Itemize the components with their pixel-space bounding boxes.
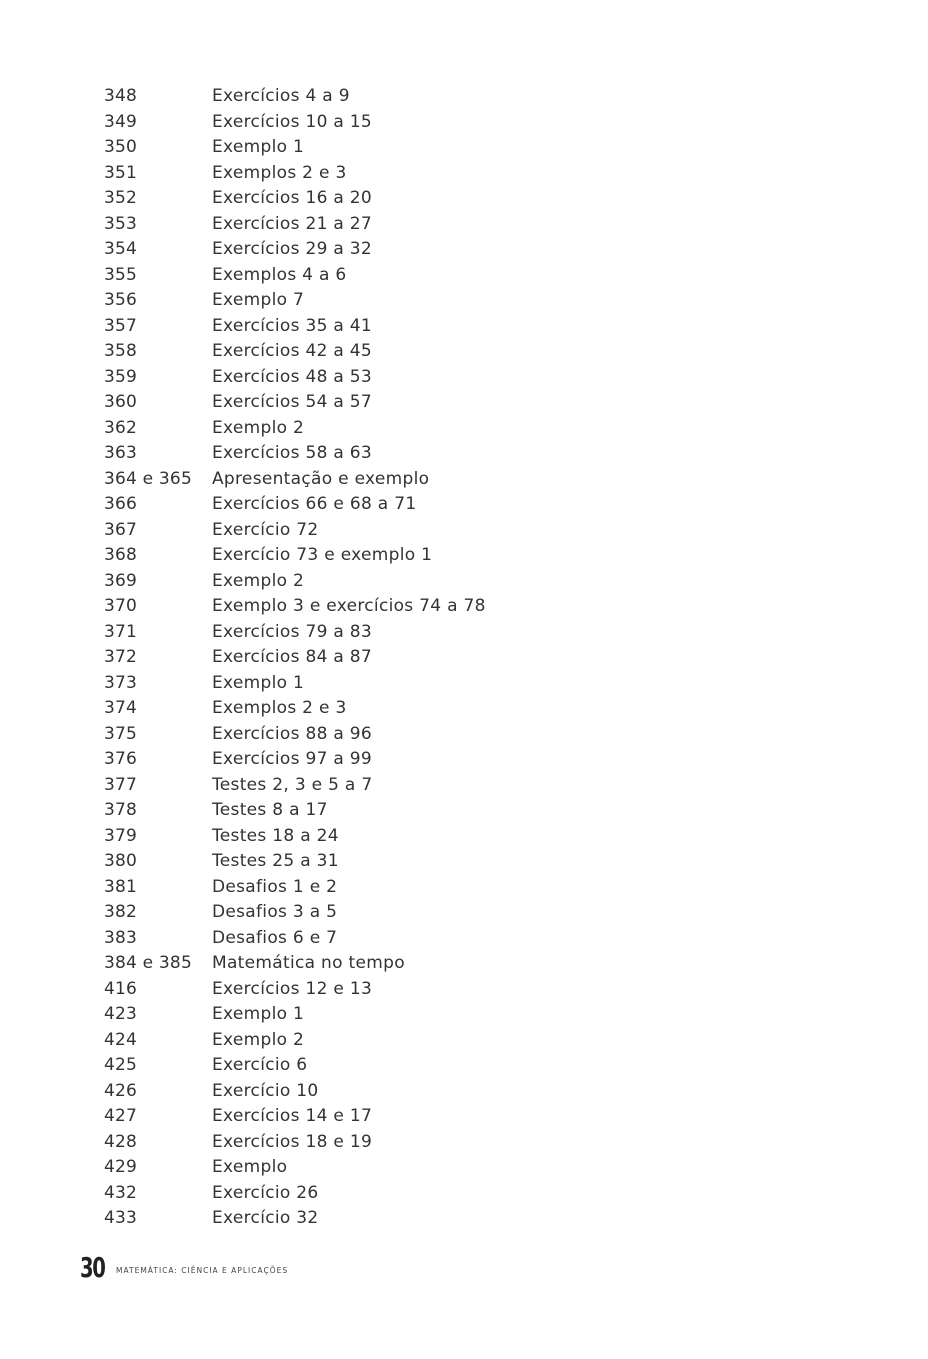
page-reference: 359: [104, 366, 138, 387]
page-reference: 429: [104, 1157, 138, 1177]
page-reference: 366: [104, 494, 138, 514]
page-reference: 383: [104, 927, 138, 948]
content-reference: Exemplos 2 e 3: [212, 698, 347, 718]
list-item: [104, 951, 704, 977]
list-item: [104, 696, 704, 722]
page-reference: 416: [104, 978, 138, 999]
page-reference: 382: [104, 902, 138, 922]
content-reference: Exemplos 4 a 6: [212, 264, 347, 285]
page-reference: 426: [104, 1080, 138, 1101]
list-item: [104, 977, 704, 1003]
content-reference: Testes 2, 3 e 5 a 7: [212, 774, 373, 795]
content-reference: Exercícios 16 a 20: [212, 188, 373, 208]
list-item: [104, 518, 704, 544]
content-reference: Exemplo: [212, 1157, 288, 1177]
page-number: 30: [80, 1251, 105, 1284]
list-item: [104, 824, 704, 850]
page-reference: 371: [104, 621, 138, 642]
list-item: [104, 441, 704, 467]
content-reference: Exercícios 29 a 32: [212, 239, 373, 259]
page-reference: 355: [104, 264, 138, 285]
page-reference: 425: [104, 1055, 138, 1075]
list-item: [104, 671, 704, 697]
list-item: [104, 543, 704, 569]
page-reference: 358: [104, 341, 138, 361]
list-item: [104, 161, 704, 187]
content-reference: Exercícios 35 a 41: [212, 315, 373, 336]
content-reference: Exercícios 42 a 45: [212, 341, 373, 361]
content-reference: Exercícios 58 a 63: [212, 443, 373, 463]
page-reference: 376: [104, 749, 138, 769]
list-item: [104, 900, 704, 926]
page-reference: 350: [104, 137, 138, 157]
page-reference: 377: [104, 774, 138, 795]
list-item: [104, 467, 704, 493]
page-reference: 360: [104, 392, 138, 412]
content-reference: Desafios 1 e 2: [212, 876, 338, 897]
content-reference: Exercícios 18 e 19: [212, 1131, 373, 1152]
list-item: [104, 314, 704, 340]
list-item: [104, 773, 704, 799]
page-reference: 357: [104, 315, 138, 336]
content-reference: Exercícios 4 a 9: [212, 86, 350, 106]
list-item: [104, 212, 704, 238]
content-reference: Testes 8 a 17: [212, 800, 328, 820]
content-reference: Exercícios 88 a 96: [212, 723, 373, 744]
content-reference: Exemplo 2: [212, 417, 305, 438]
list-item: [104, 620, 704, 646]
page-reference: 352: [104, 188, 138, 208]
list-item: [104, 186, 704, 212]
content-reference: Exemplo 3 e exercícios 74 a 78: [212, 596, 486, 616]
page-reference: 369: [104, 570, 138, 591]
content-reference: Exercício 32: [212, 1208, 319, 1228]
content-reference: Apresentação e exemplo: [212, 468, 430, 489]
content-reference: Exemplo 1: [212, 1004, 305, 1024]
content-reference: Exercício 72: [212, 519, 319, 540]
list-item: [104, 1130, 704, 1156]
list-item: [104, 1206, 704, 1232]
content-reference: Matemática no tempo: [212, 953, 405, 973]
page-reference: 370: [104, 596, 138, 616]
list-item: [104, 1181, 704, 1207]
page-reference: 354: [104, 239, 138, 259]
content-reference: Exercícios 14 e 17: [212, 1106, 373, 1126]
content-reference: Exemplo 7: [212, 290, 305, 310]
list-item: [104, 594, 704, 620]
content-reference: Exercício 73 e exemplo 1: [212, 545, 433, 565]
list-item: [104, 1104, 704, 1130]
list-item: [104, 84, 704, 110]
list-item: [104, 875, 704, 901]
content-reference: Exemplo 1: [212, 137, 305, 157]
content-reference: Exercício 6: [212, 1055, 308, 1075]
page-reference: 353: [104, 213, 138, 234]
page-reference: 367: [104, 519, 138, 540]
page-reference: 362: [104, 417, 138, 438]
content-reference: Desafios 3 a 5: [212, 902, 338, 922]
list-item: [104, 1155, 704, 1181]
page-reference: 432: [104, 1182, 138, 1203]
content-reference: Exemplo 2: [212, 570, 305, 591]
list-item: [104, 926, 704, 952]
list-item: [104, 569, 704, 595]
content-reference: Exemplo 2: [212, 1029, 305, 1050]
list-item: [104, 645, 704, 671]
content-reference: Exercícios 54 a 57: [212, 392, 373, 412]
page-reference: 373: [104, 672, 138, 693]
list-item: [104, 263, 704, 289]
page-reference: 379: [104, 825, 138, 846]
page-reference: 364 e 365: [104, 468, 192, 489]
list-item: [104, 365, 704, 391]
list-item: [104, 110, 704, 136]
page-reference: 368: [104, 545, 138, 565]
book-title: MATEMÁTICA: CIÊNCIA E APLICAÇÕES: [116, 1266, 289, 1275]
content-reference: Exercício 26: [212, 1182, 319, 1203]
content-reference: Exercícios 10 a 15: [212, 111, 373, 132]
content-reference: Desafios 6 e 7: [212, 927, 338, 948]
page-reference: 375: [104, 723, 138, 744]
content-reference: Exercícios 84 a 87: [212, 647, 373, 667]
content-reference: Exercício 10: [212, 1080, 319, 1101]
list-item: [104, 416, 704, 442]
list-item: [104, 849, 704, 875]
list-item: [104, 798, 704, 824]
content-reference: Exercícios 79 a 83: [212, 621, 373, 642]
content-reference: Exercícios 48 a 53: [212, 366, 373, 387]
content-reference: Exercícios 21 a 27: [212, 213, 373, 234]
page-reference: 372: [104, 647, 138, 667]
page-reference: 424: [104, 1029, 138, 1050]
content-reference: Testes 25 a 31: [212, 851, 339, 871]
list-item: [104, 339, 704, 365]
content-reference: Exercícios 12 e 13: [212, 978, 373, 999]
list-item: [104, 1053, 704, 1079]
page-reference: 428: [104, 1131, 138, 1152]
page-reference: 433: [104, 1208, 138, 1228]
reference-list: [104, 84, 704, 1232]
page-reference: 380: [104, 851, 138, 871]
page-reference: 427: [104, 1106, 138, 1126]
content-reference: Exercícios 97 a 99: [212, 749, 373, 769]
content-reference: Exemplos 2 e 3: [212, 162, 347, 183]
list-item: [104, 1002, 704, 1028]
list-item: [104, 237, 704, 263]
list-item: [104, 135, 704, 161]
content-reference: Exercícios 66 e 68 a 71: [212, 494, 417, 514]
page-footer: [80, 1246, 288, 1282]
list-item: [104, 1028, 704, 1054]
page-reference: 384 e 385: [104, 953, 192, 973]
page-reference: 363: [104, 443, 138, 463]
page-reference: 374: [104, 698, 138, 718]
page-reference: 381: [104, 876, 138, 897]
list-item: [104, 747, 704, 773]
page-reference: 356: [104, 290, 138, 310]
list-item: [104, 1079, 704, 1105]
page-reference: 348: [104, 86, 138, 106]
content-reference: Testes 18 a 24: [212, 825, 339, 846]
page-reference: 423: [104, 1004, 138, 1024]
page-reference: 349: [104, 111, 138, 132]
list-item: [104, 288, 704, 314]
content-reference: Exemplo 1: [212, 672, 305, 693]
list-item: [104, 722, 704, 748]
page-reference: 351: [104, 162, 138, 183]
list-item: [104, 390, 704, 416]
page-reference: 378: [104, 800, 138, 820]
list-item: [104, 492, 704, 518]
